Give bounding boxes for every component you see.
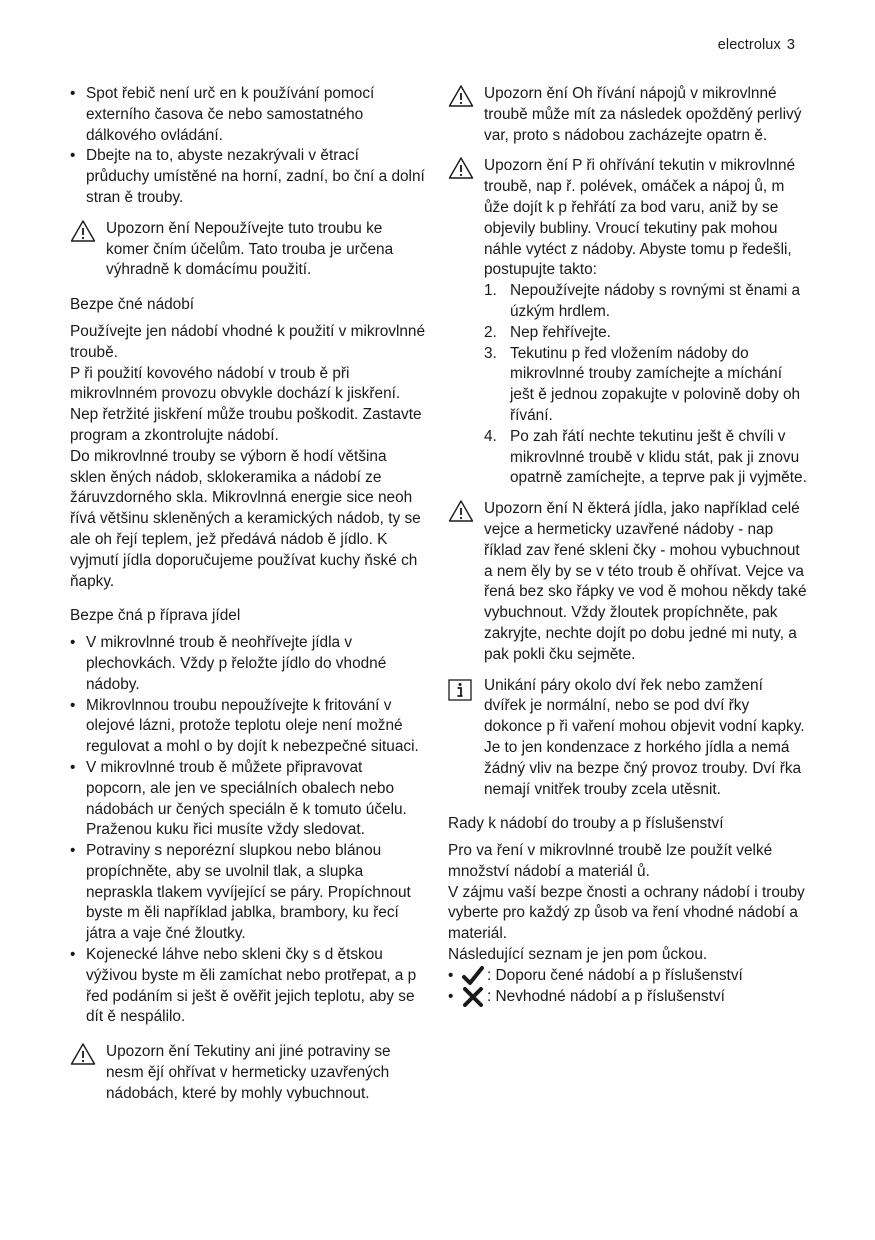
step-number: 1. <box>484 282 497 300</box>
legend-text: • : Nevhodné nádobí a p říslušenství <box>487 987 725 1005</box>
paragraph: P ři použití kovového nádobí v troub ě při mikrovlnném provozu obvykle dochází k jiskření. Nep řetržité jiskření může troubu poškodit. Zastavte program a zkontrolujte nádobí. <box>70 364 422 444</box>
left-column <box>70 84 426 1105</box>
paragraph: V zájmu vaší bezpe čnosti a ochrany nádobí i trouby vyberte pro každý zp ůsob va ření vhodné nádobí a materiál. <box>448 883 805 943</box>
info-note <box>448 676 808 801</box>
legend-list <box>448 966 808 1008</box>
list-item: • Dbejte na to, abyste nezakrývali v ětrací průduchy umístěné na horní, zadní, bo ční a dolní stran ě trouby. <box>70 146 426 208</box>
intro-bullet-list <box>70 84 426 209</box>
step-text: Tekutinu p řed vložením nádoby do mikrovlnné trouby zamíchejte a míchání ješt ě jednou zopakujte v polovině doby oh řívání. <box>510 344 801 424</box>
list-item <box>484 281 808 323</box>
warning-text: Upozorn ění P ři ohřívání tekutin v mikrovlnné troubě, nap ř. polévek, omáček a nápoj ů, m ůže dojít k p řehřátí za bod varu, aniž by se objevily bubliny. Vroucí tekutiny pak mohou náhle vytéct z nádoby. Abyste tomu p ředešli, postupujte takto: <box>484 157 796 279</box>
list-item <box>484 427 808 489</box>
warning-note <box>448 499 808 665</box>
list-item <box>448 966 808 987</box>
list-item: • V mikrovlnné troub ě neohřívejte jídla v plechovkách. Vždy p řeložte jídlo do vhodné nádoby. <box>70 633 426 695</box>
warning-triangle-icon <box>448 156 474 180</box>
step-number: 4. <box>484 427 497 445</box>
warning-text: Upozorn ění N ěkterá jídla, jako například celé vejce a hermeticky uzavřené nádoby - nap říklad zav řené skleni čky - mohou vybuchnout a nem ěly by se v této troub ě ohřívat. Vejce va řená bez sko řápky ve vod ě mohou někdy také vybuchnout. Vždy žloutek propíchněte, pak zakryjte, nechte dojít po dobu jedné mi nuty, a pak pokli čku sejměte. <box>484 500 807 663</box>
list-item <box>484 344 808 427</box>
checkmark-icon <box>462 966 484 986</box>
section-heading-accessories: Rady k nádobí do trouby a p říslušenství <box>448 815 724 833</box>
info-text: Unikání páry okolo dví řek nebo zamžení dvířek je normální, nebo se pod dví řky dokonce p ři vaření mohou objevit vodní kapky. Je to jen kondenzace z horkého jídla a nemá žádný vliv na bezpe čný provoz trouby. Dví řka nemají vnitřek trouby zcela utěsnit. <box>484 676 805 798</box>
paragraph: Následující seznam je jen pom ůckou. <box>448 946 708 964</box>
list-item: • Spot řebič není urč en k používání pomocí externího časova če nebo samostatného dálkového ovládání. <box>70 84 426 146</box>
step-text: Nep řehřívejte. <box>510 323 611 341</box>
warning-note <box>448 156 808 489</box>
page-header <box>718 35 795 56</box>
warning-triangle-icon <box>70 1042 96 1066</box>
step-number: 2. <box>484 323 497 341</box>
warning-triangle-icon <box>448 84 474 108</box>
paragraph: Do mikrovlnné trouby se výborn ě hodí většina sklen ěných nádob, sklokeramika a nádobí ze žáruvzdorného skla. Mikrovlnná energie sice neoh řívá většinu skleněných a keramických nádob, ty se ale oh řejí teplem, jež předává nádob ě jídlo. K vyjmutí jídla doporučujeme používat kuchy ňské ch ňapky. <box>70 447 421 590</box>
list-item: • Mikrovlnnou troubu nepoužívejte k fritování v olejové lázni, protože teplotu oleje není možné regulovat a mohl o by dojít k nebezpečné situaci. <box>70 696 426 758</box>
step-text: Po zah řátí nechte tekutinu ješt ě chvíli v mikrovlnné troubě v klidu stát, pak ji znovu opatrně zamíchejte, a teprve pak ji vyjměte. <box>510 427 807 487</box>
page-number: 3 <box>786 37 795 53</box>
warning-text: Upozorn ění Nepoužívejte tuto troubu ke komer čním účelům. Tato trouba je určena výhradně k domácímu použití. <box>106 219 394 279</box>
warning-note <box>70 219 426 281</box>
list-item: • Kojenecké láhve nebo skleni čky s d ětskou výživou byste m ěli zamíchat nebo protřepat, a p řed podáním si ješt ě ověřit jejich teplotu, aby se dít ě nespálilo. <box>70 945 426 1028</box>
list-item <box>448 987 808 1008</box>
info-icon <box>448 679 472 701</box>
step-number: 3. <box>484 344 497 362</box>
paragraph: Pro va ření v mikrovlnné troubě lze použít velké množství nádobí a materiál ů. <box>448 842 773 880</box>
warning-text: Upozorn ění Tekutiny ani jiné potraviny se nesm ějí ohřívat v hermeticky uzavřených nádobách, které by mohly vybuchnout. <box>106 1043 391 1102</box>
section-heading-food: Bezpe čná p říprava jídel <box>70 607 241 625</box>
right-column <box>448 84 808 1007</box>
steps-list <box>484 281 808 489</box>
warning-triangle-icon <box>448 499 474 523</box>
list-item <box>484 323 808 344</box>
step-text: Nepoužívejte nádoby s rovnými st ěnami a úzkým hrdlem. <box>510 282 801 320</box>
warning-text: Upozorn ění Oh řívání nápojů v mikrovlnné troubě může mít za následek opožděný perlivý var, proto s nádobou zacházejte opatrn ě. <box>484 85 802 144</box>
food-bullet-list <box>70 633 426 1028</box>
section-heading-dishes: Bezpe čné nádobí <box>70 296 195 314</box>
list-item: • Potraviny s neporézní slupkou nebo blánou propíchněte, aby se uvolnil tlak, a slupka nepraskla tlakem vyvíjející se páry. Propíchnout byste m ěli například jablka, brambory, ku řecí játra a vaje čné žloutky. <box>70 841 426 945</box>
legend-text: • : Doporu čené nádobí a p říslušenství <box>487 966 743 984</box>
warning-triangle-icon <box>70 219 96 243</box>
list-item: • V mikrovlnné troub ě můžete připravovat popcorn, ale jen ve speciálních obalech nebo nádobách ur čených speciáln ě k tomuto účelu. Praženou kuku řici musíte vždy sledovat. <box>70 758 426 841</box>
warning-note <box>70 1042 426 1104</box>
brand-name: electrolux <box>717 37 781 53</box>
warning-note <box>448 84 808 146</box>
paragraph: Používejte jen nádobí vhodné k použití v mikrovlnné troubě. <box>70 322 426 361</box>
cross-icon <box>462 987 484 1007</box>
